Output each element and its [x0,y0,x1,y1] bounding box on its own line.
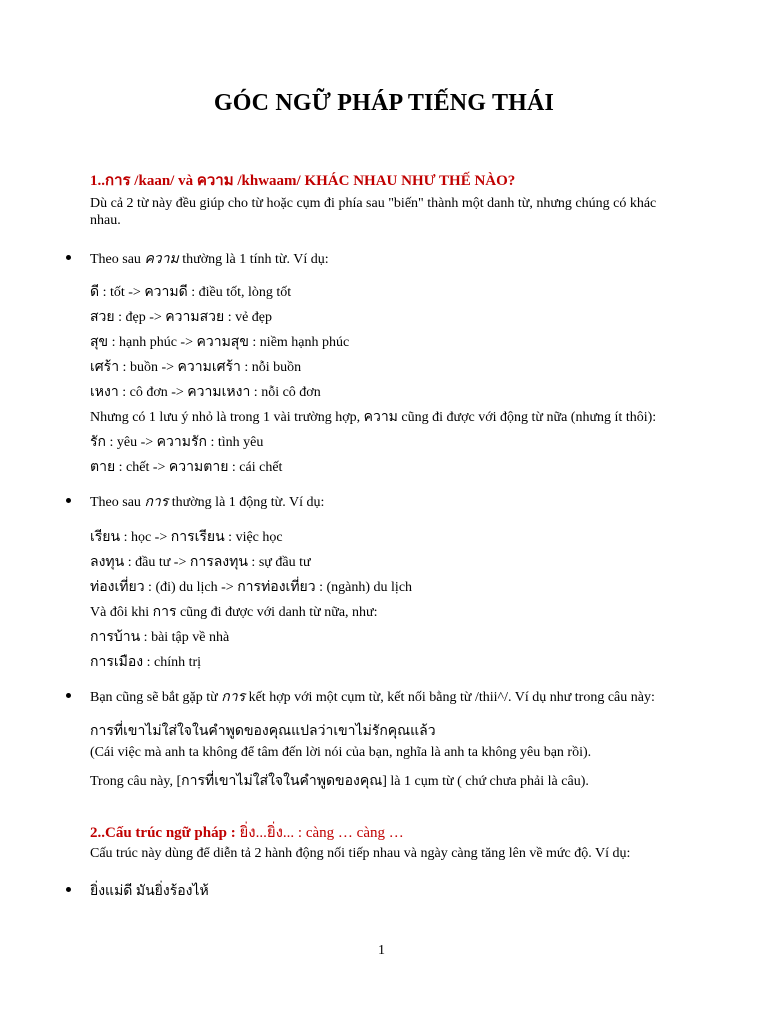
bullet-2-word: การ [144,495,169,510]
bullet-dot [66,887,71,892]
page-title: GÓC NGỮ PHÁP TIẾNG THÁI [213,90,555,116]
example-line: ท่องเที่ยว : (đi) du lịch -> การท่องเที่ยว : (ngành) du lịch [90,580,413,595]
bullet-3-post: kết hợp với một cụm từ, kết nối bằng từ /thii^/. Ví dụ như trong câu này: [245,690,655,705]
example-line: ดี : tốt -> ความดี : điều tốt, lòng tốt [90,285,292,300]
example-line: การบ้าน : bài tập về nhà [90,630,230,645]
bullet-2-pre: Theo sau [90,495,145,510]
section-2-heading [90,820,404,844]
example-line: ตาย : chết -> ความตาย : cái chết [90,460,283,475]
section-1-heading: 1..การ /kaan/ và ความ /khwaam/ KHÁC NHAU NHƯ THẾ NÀO? [90,173,516,189]
example-line: Nhưng có 1 lưu ý nhỏ là trong 1 vài trường hợp, ความ cũng đi được với động từ nữa (nhưng ít thôi): [90,410,657,425]
bullet-3-pre: Bạn cũng sẽ bắt gặp từ [90,690,222,705]
example-line: เรียน : học -> การเรียน : việc học [90,530,283,545]
section-1-intro: Dù cả 2 từ này đều giúp cho từ hoặc cụm đi phía sau "biến" thành một danh từ, nhưng chúng có khác nhau. [90,196,657,228]
bullet-1-word: ความ [144,252,179,267]
bullet-3-word: การ [221,690,246,705]
example-line: สุข : hạnh phúc -> ความสุข : niềm hạnh phúc [90,335,350,350]
example-line: (Cái việc mà anh ta không để tâm đến lời nói của bạn, nghĩa là anh ta không yêu bạn rồi). [90,745,592,760]
example-line: ลงทุน : đầu tư -> การลงทุน : sự đầu tư [90,555,311,570]
example-line: การเมือง : chính trị [90,655,202,670]
bullet-dot [66,693,71,698]
bullet-1-pre: Theo sau [90,252,145,267]
section-2-bullet-1: ยิ่งแม่ดี มันยิ่งร้องไห้ [90,884,209,899]
bullet-1-text [90,248,329,270]
bullet-2-post: thường là 1 động từ. Ví dụ: [168,495,325,510]
section-2-heading-rest: ยิ่ง...ยิ่ง... : càng … càng … [239,825,404,841]
bullet-dot [66,498,71,503]
example-line: Và đôi khi การ cũng đi được với danh từ nữa, như: [90,605,378,620]
bullet-dot [66,255,71,260]
section-2-heading-bold: 2..Cấu trúc ngữ pháp : [90,825,240,841]
section-2-intro: Cấu trúc này dùng để diễn tả 2 hành động nối tiếp nhau và ngày càng tăng lên về mức độ. Ví dụ: [90,846,631,861]
page-number: 1 [378,943,385,958]
example-line: สวย : đẹp -> ความสวย : vẻ đẹp [90,310,273,325]
bullet-2-text [90,491,324,513]
example-line: เหงา : cô đơn -> ความเหงา : nỗi cô đơn [90,385,321,400]
example-line: Trong câu này, [การที่เขาไม่ใส่ใจในคำพูดของคุณ] là 1 cụm từ ( chứ chưa phải là câu). [90,774,589,789]
bullet-1-post: thường là 1 tính từ. Ví dụ: [178,252,329,267]
example-line: การที่เขาไม่ใส่ใจในคำพูดของคุณแปลว่าเขาไม่รักคุณแล้ว [90,724,436,739]
example-line: เศร้า : buồn -> ความเศร้า : nỗi buồn [90,360,302,375]
bullet-3-text [90,686,655,708]
example-line: รัก : yêu -> ความรัก : tình yêu [90,435,264,450]
